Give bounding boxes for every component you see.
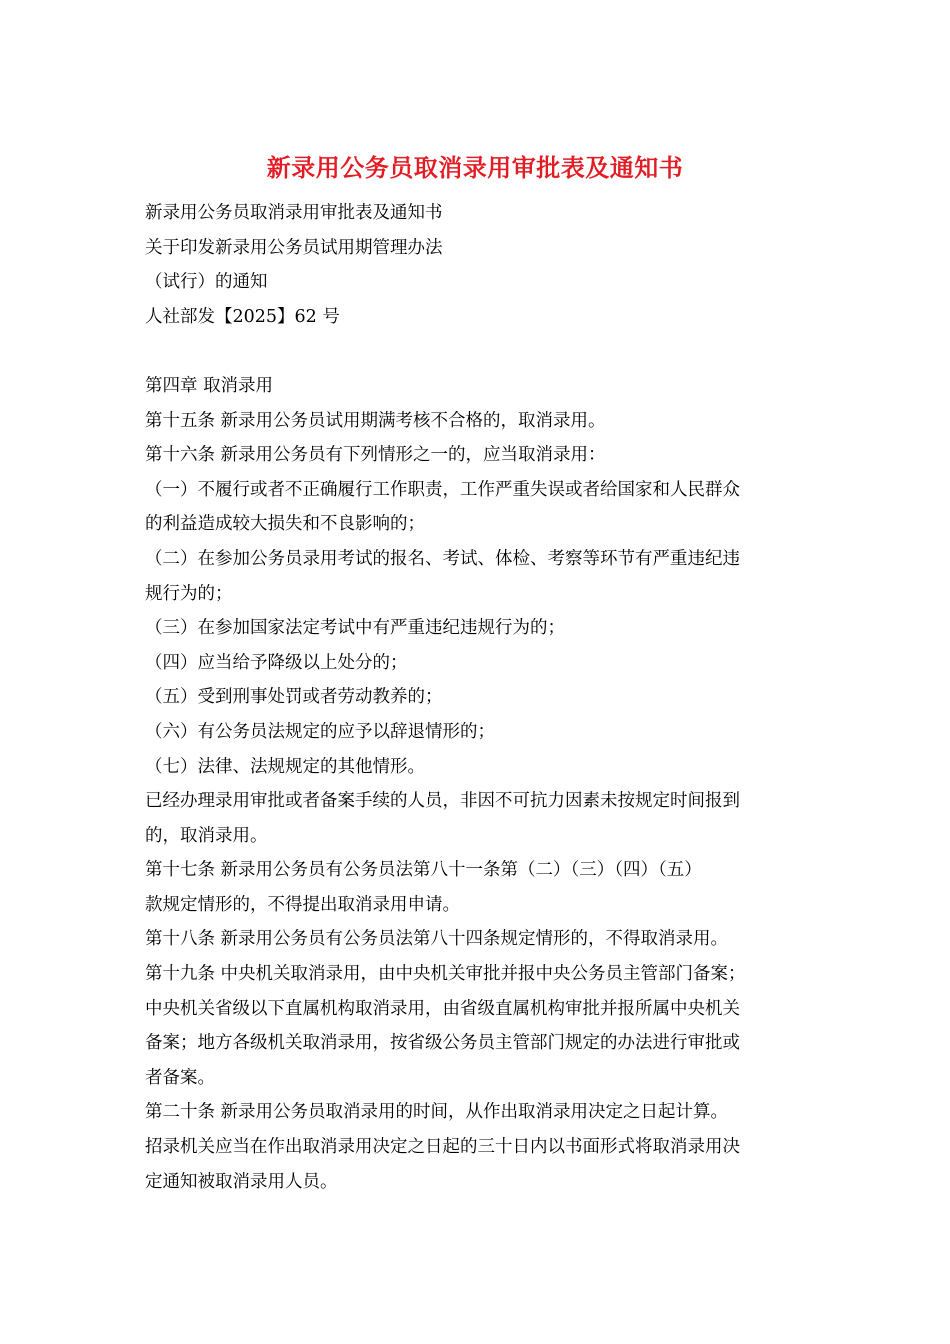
body-line: 招录机关应当在作出取消录用决定之日起的三十日内以书面形式将取消录用决: [145, 1137, 740, 1158]
body-line: （五）受到刑事处罚或者劳动教养的；: [145, 687, 443, 708]
body-line: 已经办理录用审批或者备案手续的人员，非因不可抗力因素未按规定时间报到: [145, 791, 740, 812]
body-line: （四）应当给予降级以上处分的；: [145, 652, 408, 673]
body-line: 第二十条 新录用公务员取消录用的时间，从作出取消录用决定之日起计算。: [145, 1102, 729, 1123]
body-line: 规行为的；: [145, 583, 233, 604]
body-line: （六）有公务员法规定的应予以辞退情形的；: [145, 721, 495, 742]
document-title: 新录用公务员取消录用审批表及通知书: [266, 153, 684, 182]
document-body: [145, 196, 813, 1199]
body-line: 款规定情形的，不得提出取消录用申请。: [145, 894, 460, 915]
body-line: 人社部发【2025】62 号: [145, 306, 340, 327]
body-line: （试行）的通知: [145, 272, 268, 293]
body-line: 定通知被取消录用人员。: [145, 1171, 338, 1192]
blank-line: [145, 334, 813, 369]
body-line: 第十八条 新录用公务员有公务员法第八十四条规定情形的，不得取消录用。: [145, 929, 729, 950]
body-line: （一）不履行或者不正确履行工作职责，工作严重失误或者给国家和人民群众: [145, 479, 740, 500]
body-line: 者备案。: [145, 1067, 215, 1088]
body-line: 新录用公务员取消录用审批表及通知书: [145, 203, 443, 223]
body-line: （二）在参加公务员录用考试的报名、考试、体检、考察等环节有严重违纪违: [145, 548, 740, 569]
body-line: 的利益造成较大损失和不良影响的；: [145, 514, 425, 535]
body-line: 备案；地方各级机关取消录用，按省级公务员主管部门规定的办法进行审批或: [145, 1033, 740, 1054]
body-line: （七）法律、法规规定的其他情形。: [145, 756, 425, 777]
body-line: 第十七条 新录用公务员有公务员法第八十一条第（二）（三）（四）（五）: [145, 860, 702, 881]
chapter-heading: 第四章 取消录用: [145, 375, 274, 396]
body-line: 中央机关省级以下直属机构取消录用，由省级直属机构审批并报所属中央机关: [145, 998, 740, 1019]
body-line: 第十九条 中央机关取消录用，由中央机关审批并报中央公务员主管部门备案；: [145, 964, 746, 985]
body-line: （三）在参加国家法定考试中有严重违纪违规行为的；: [145, 618, 565, 639]
body-line: 的，取消录用。: [145, 825, 268, 846]
body-line: 关于印发新录用公务员试用期管理办法: [145, 237, 443, 258]
body-line: 第十六条 新录用公务员有下列情形之一的，应当取消录用：: [145, 445, 606, 466]
body-line: 第十五条 新录用公务员试用期满考核不合格的，取消录用。: [145, 410, 606, 431]
